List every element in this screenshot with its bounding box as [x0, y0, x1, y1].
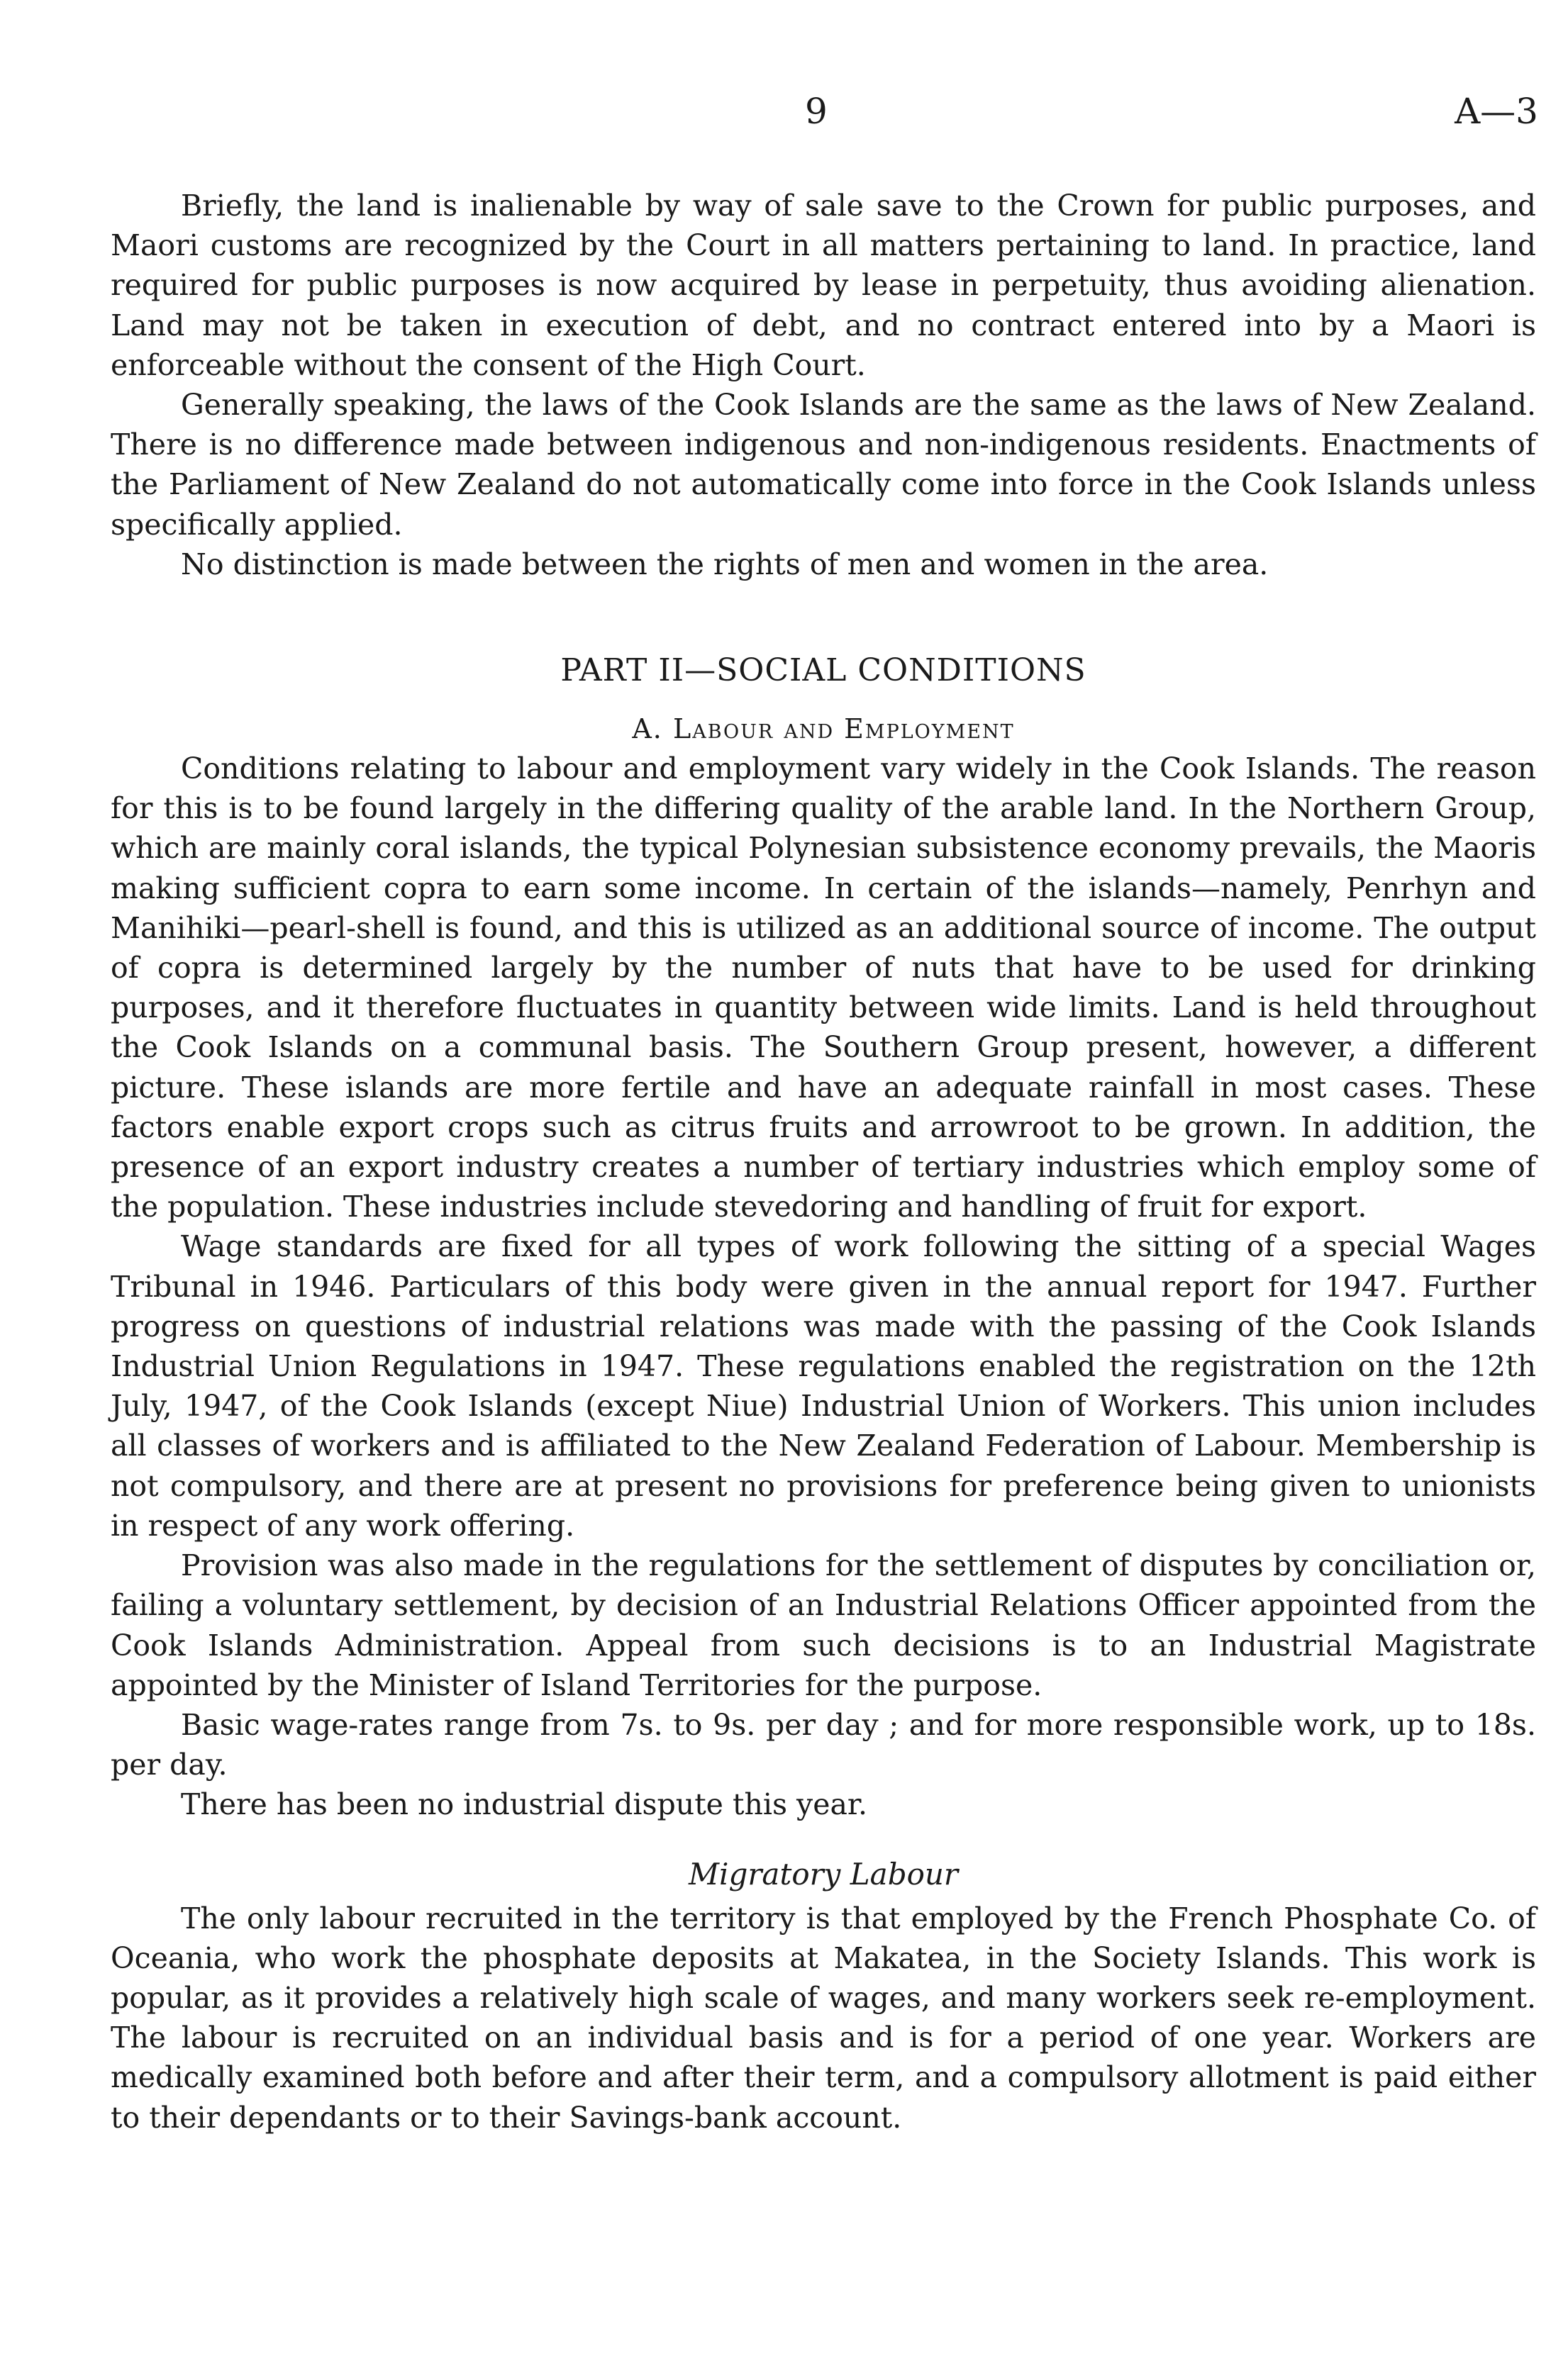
subsection-heading: Migratory Labour [689, 1856, 958, 1892]
paragraph-land-alienation: Briefly, the land is inalienable by way of sale save to the Crown for public purposes, and Maori customs are recognized by the Court in all matters pertaining to land. In practice, land required for public purposes is now acquired by lease in perpetuity, thus avoiding alienation. Land may not be taken in execution of debt, and no contract entered into by a Maori is enforceable without the consent of the High Court. [111, 189, 1536, 382]
part-heading: PART II—SOCIAL CONDITIONS [560, 652, 1086, 689]
paragraph-labour-conditions: Conditions relating to labour and employment vary widely in the Cook Islands. The reason for this is to be found largely in the differing quality of the arable land. In the Northern Group, which are mainly coral islands, the typical Polynesian subsistence economy prevails, the Maoris making sufficient copra to earn some income. In certain of the islands—namely, Penrhyn and Manihiki—pearl-shell is found, and this is utilized as an additional source of income. The output of copra is determined largely by the number of nuts that have to be used for drinking purposes, and it therefore fluctuates in quantity between wide limits. Land is held throughout the Cook Islands on a communal basis. The Southern Group present, however, a different picture. These islands are more fertile and have an adequate rainfall in most cases. These factors enable export crops such as citrus fruits and arrowroot to be grown. In addition, the presence of an export industry creates a number of tertiary industries which employ some of the population. These industries include stevedoring and handling of fruit for export. [111, 752, 1536, 1224]
paragraph-rights: No distinction is made between the rights of men and women in the area. [181, 547, 1269, 581]
page-number: 9 [805, 91, 828, 132]
section-heading: A. Labour and Employment [632, 713, 1015, 745]
document-reference: A—3 [1455, 91, 1538, 132]
paragraph-migratory-labour: The only labour recruited in the territory is that employed by the French Phosphate Co. of Oceania, who work the phosphate deposits at Makatea, in the Society Islands. This work is popular, as it provides a relatively high scale of wages, and many workers seek re-employment. The labour is recruited on an individual basis and is for a period of one year. Workers are medically examined both before and after their term, and a compulsory allotment is paid either to their dependants or to their Savings-bank account. [111, 1901, 1536, 2135]
paragraph-wage-standards: Wage standards are fixed for all types of work following the sitting of a special Wages Tribunal in 1946. Particulars of this body were given in the annual report for 1947. Further progress on questions of industrial relations was made with the passing of the Cook Islands Industrial Union Regulations in 1947. These regulations enabled the registration on the 12th July, 1947, of the Cook Islands (except Niue) Industrial Union of Workers. This union includes all classes of workers and is affiliated to the New Zealand Federation of Labour. Membership is not compulsory, and there are at present no provisions for preference being given to unionists in respect of any work offering. [111, 1229, 1536, 1543]
paragraph-no-dispute: There has been no industrial dispute this year. [181, 1787, 868, 1822]
page-body [111, 186, 1536, 2138]
paragraph-laws: Generally speaking, the laws of the Cook Islands are the same as the laws of New Zealand. There is no difference made between indigenous and non-indigenous residents. Enactments of the Parliament of New Zealand do not automatically come into force in the Cook Islands unless specifically applied. [111, 388, 1536, 542]
paragraph-wage-rates: Basic wage-rates range from 7s. to 9s. per day ; and for more responsible work, up to 18s. per day. [111, 1707, 1536, 1782]
paragraph-disputes: Provision was also made in the regulations for the settlement of disputes by conciliation or, failing a voluntary settlement, by decision of an Industrial Relations Officer appointed from the Cook Islands Administration. Appeal from such decisions is to an Industrial Magistrate appointed by the Minister of Island Territories for the purpose. [111, 1548, 1536, 1702]
